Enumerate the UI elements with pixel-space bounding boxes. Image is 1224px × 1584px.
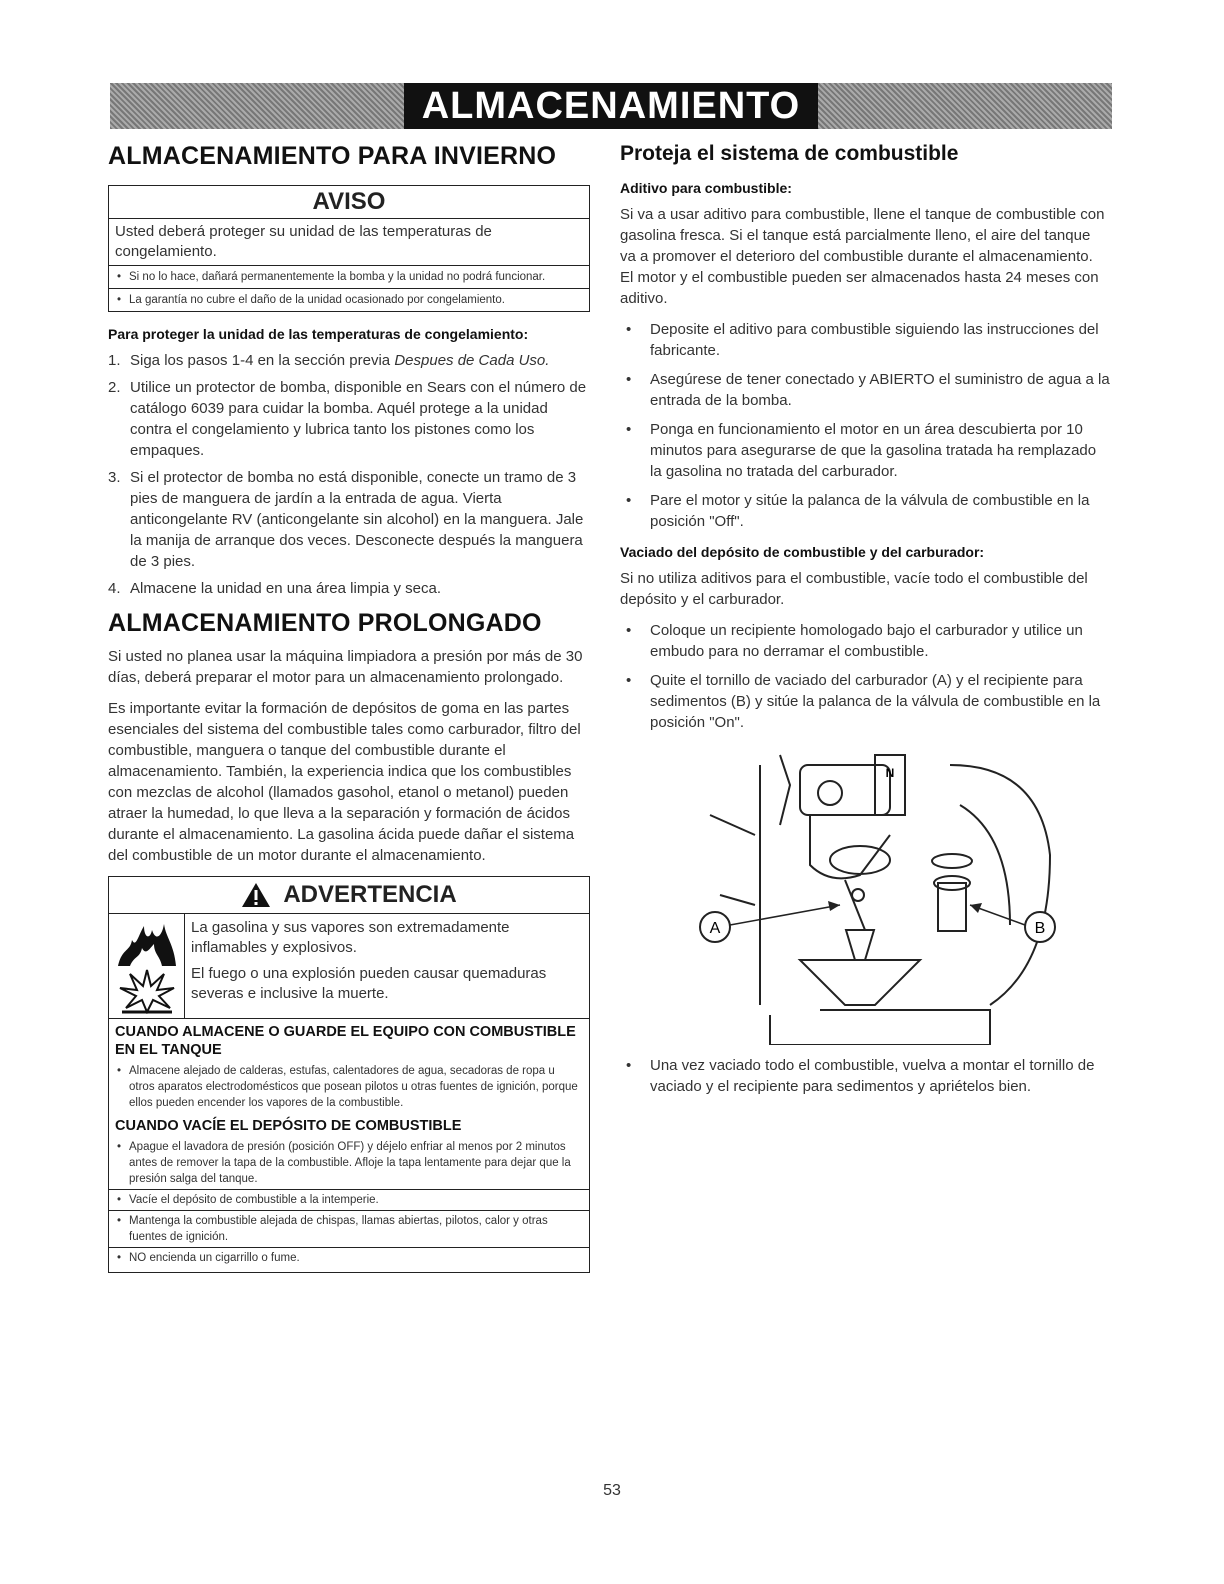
list-item: • Quite el tornillo de vaciado del carburador (A) y el recipiente para sedimentos (B) y sitúe la palanca de la válvula de combustible en la posición "On". [620,670,1110,733]
banner-title: ALMACENAMIENTO [404,83,819,129]
fuel-system-heading: Proteja el sistema de combustible [620,142,959,165]
step-item: 3. Si el protector de bomba no está disponible, conecte un tramo de 3 pies de manguera de jardín a la entrada de agua. Vierta anticongelante RV (anticongelante sin alcohol) en la manguera. Jale la manija de arranque dos veces. Desconecte después la manguera de 3 pies. [108,469,584,570]
drain-paragraph: Si no utiliza aditivos para el combustible, vacíe todo el combustible del depósito y el carburador. [620,570,1088,608]
notice-box [108,185,590,312]
list-item: • Asegúrese de tener conectado y ABIERTO el suministro de agua a la entrada de la bomba. [620,369,1110,411]
freeze-steps [108,350,590,599]
list-item: • Ponga en funcionamiento el motor en un área descubierta por 10 minutos para asegurarse de que la gasolina tratada ha remplazado la gasolina no tratada del carburador. [620,419,1110,482]
warning-text-2: El fuego o una explosión pueden causar quemaduras severas e inclusive la muerte. [191,965,547,1002]
list-item: • Deposite el aditivo para combustible siguiendo las instrucciones del fabricante. [620,319,1110,361]
warning-box [108,876,590,1273]
notice-bullet: • La garantía no cubre el daño de la unidad ocasionado por congelamiento. [109,288,589,311]
fire-hazard-icon [116,918,178,968]
right-column [620,142,1110,1109]
final-bullets [620,1055,1110,1097]
carburetor-diagram-icon [660,745,1080,1045]
long-storage-paragraph: Si usted no planea usar la máquina limpiadora a presión por más de 30 días, deberá preparar el motor para un almacenamiento prolongado. [108,648,583,686]
notice-text: Usted deberá proteger su unidad de las temperaturas de congelamiento. [115,223,492,260]
additive-bullets [620,319,1110,532]
store-fuel-bullet: • Almacene alejado de calderas, estufas, calentadores de agua, secadoras de ropa u otros aparatos electrodomésticos que posean pilotos u otras fuentes de ignición, porque ellos pueden encender los vapores de la combustible. [109,1061,589,1113]
warning-triangle-icon [241,882,271,908]
explosion-hazard-icon [116,968,178,1014]
hazard-icons [109,914,185,1018]
step-item: 4. Almacene la unidad en una área limpia y seca. [108,580,442,597]
empty-tank-bullet: • Apague el lavadora de presión (posición OFF) y déjelo enfriar al menos por 2 minutos antes de remover la tapa de la combustible. Afloje la tapa lentamente para dejar que la presión salga del tanque. [109,1137,589,1189]
step-item: 2. Utilice un protector de bomba, disponible en Sears con el número de catálogo 6039 para cuidar la bomba. Aquél protege a la unidad contra el congelamiento y lubrica tanto los pistones como los empaques. [108,379,587,459]
empty-tank-bullet: • Mantenga la combustible alejada de chispas, llamas abiertas, pilotos, calor y otras fuentes de ignición. [109,1210,589,1247]
warning-text-1: La gasolina y sus vapores son extremadamente inflamables y explosivos. [191,919,510,956]
notice-title: AVISO [109,186,589,219]
empty-tank-bullet: • NO encienda un cigarrillo o fume. [109,1247,589,1272]
left-column [108,142,590,1273]
label-b: B [1034,920,1046,937]
list-item: • Pare el motor y sitúe la palanca de la válvula de combustible en la posición "Off". [620,490,1110,532]
warning-text [185,914,589,1018]
long-storage-paragraph: Es importante evitar la formación de depósitos de goma en las partes esenciales del sistema del combustible tales como carburador, filtro del combustible, manguera o tanque del combustible durante el almacenamiento. También, la experiencia indica que los combustibles con mezclas de alcohol (llamados gasohol, etanol o metanol) pueden atraer la humedad, lo que lleva a la separación y formación de ácidos durante el almacenamiento. La gasolina ácida puede dañar el sistema del combustible de un motor durante el almacenamiento. [108,700,581,864]
carburetor-drain-illustration [660,745,1080,1045]
lever-mark: N [885,766,895,780]
step-item: 1. Siga los pasos 1-4 en la sección previa Despues de Cada Uso. [108,352,550,369]
empty-tank-bullet: • Vacíe el depósito de combustible a la intemperie. [109,1189,589,1210]
notice-bullet: • Si no lo hace, dañará permanentemente la bomba y la unidad no podrá funcionar. [109,265,589,288]
list-item: • Una vez vaciado todo el combustible, vuelva a montar el tornillo de vaciado y el recipiente para sedimentos y apriételos bien. [620,1055,1110,1097]
winter-storage-heading: ALMACENAMIENTO PARA INVIERNO [108,142,557,170]
store-fuel-heading: CUANDO ALMACENE O GUARDE EL EQUIPO CON COMBUSTIBLE EN EL TANQUE [115,1024,576,1058]
drain-bullets [620,620,1110,733]
drain-label: Vaciado del depósito de combustible y del carburador: [620,544,985,560]
label-a: A [709,920,721,937]
protect-freeze-label: Para proteger la unidad de las temperaturas de congelamiento: [108,326,529,342]
long-storage-heading: ALMACENAMIENTO PROLONGADO [108,609,542,637]
section-banner [110,83,1112,129]
warning-body [109,914,589,1019]
fuel-additive-paragraph: Si va a usar aditivo para combustible, llene el tanque de combustible con gasolina fresca. Si el tanque está parcialmente lleno, el aire del tanque va a promover el deterioro del combustible durante el almacenamiento. El motor y el combustible pueden ser almacenados hasta 24 meses con aditivo. [620,206,1105,307]
page-number: 53 [603,1482,621,1499]
fuel-additive-label: Aditivo para combustible: [620,180,792,196]
warning-title: ADVERTENCIA [283,881,457,908]
empty-tank-heading: CUANDO VACÍE EL DEPÓSITO DE COMBUSTIBLE [115,1118,462,1134]
warning-header [109,877,589,914]
list-item: • Coloque un recipiente homologado bajo el carburador y utilice un embudo para no derramar el combustible. [620,620,1110,662]
